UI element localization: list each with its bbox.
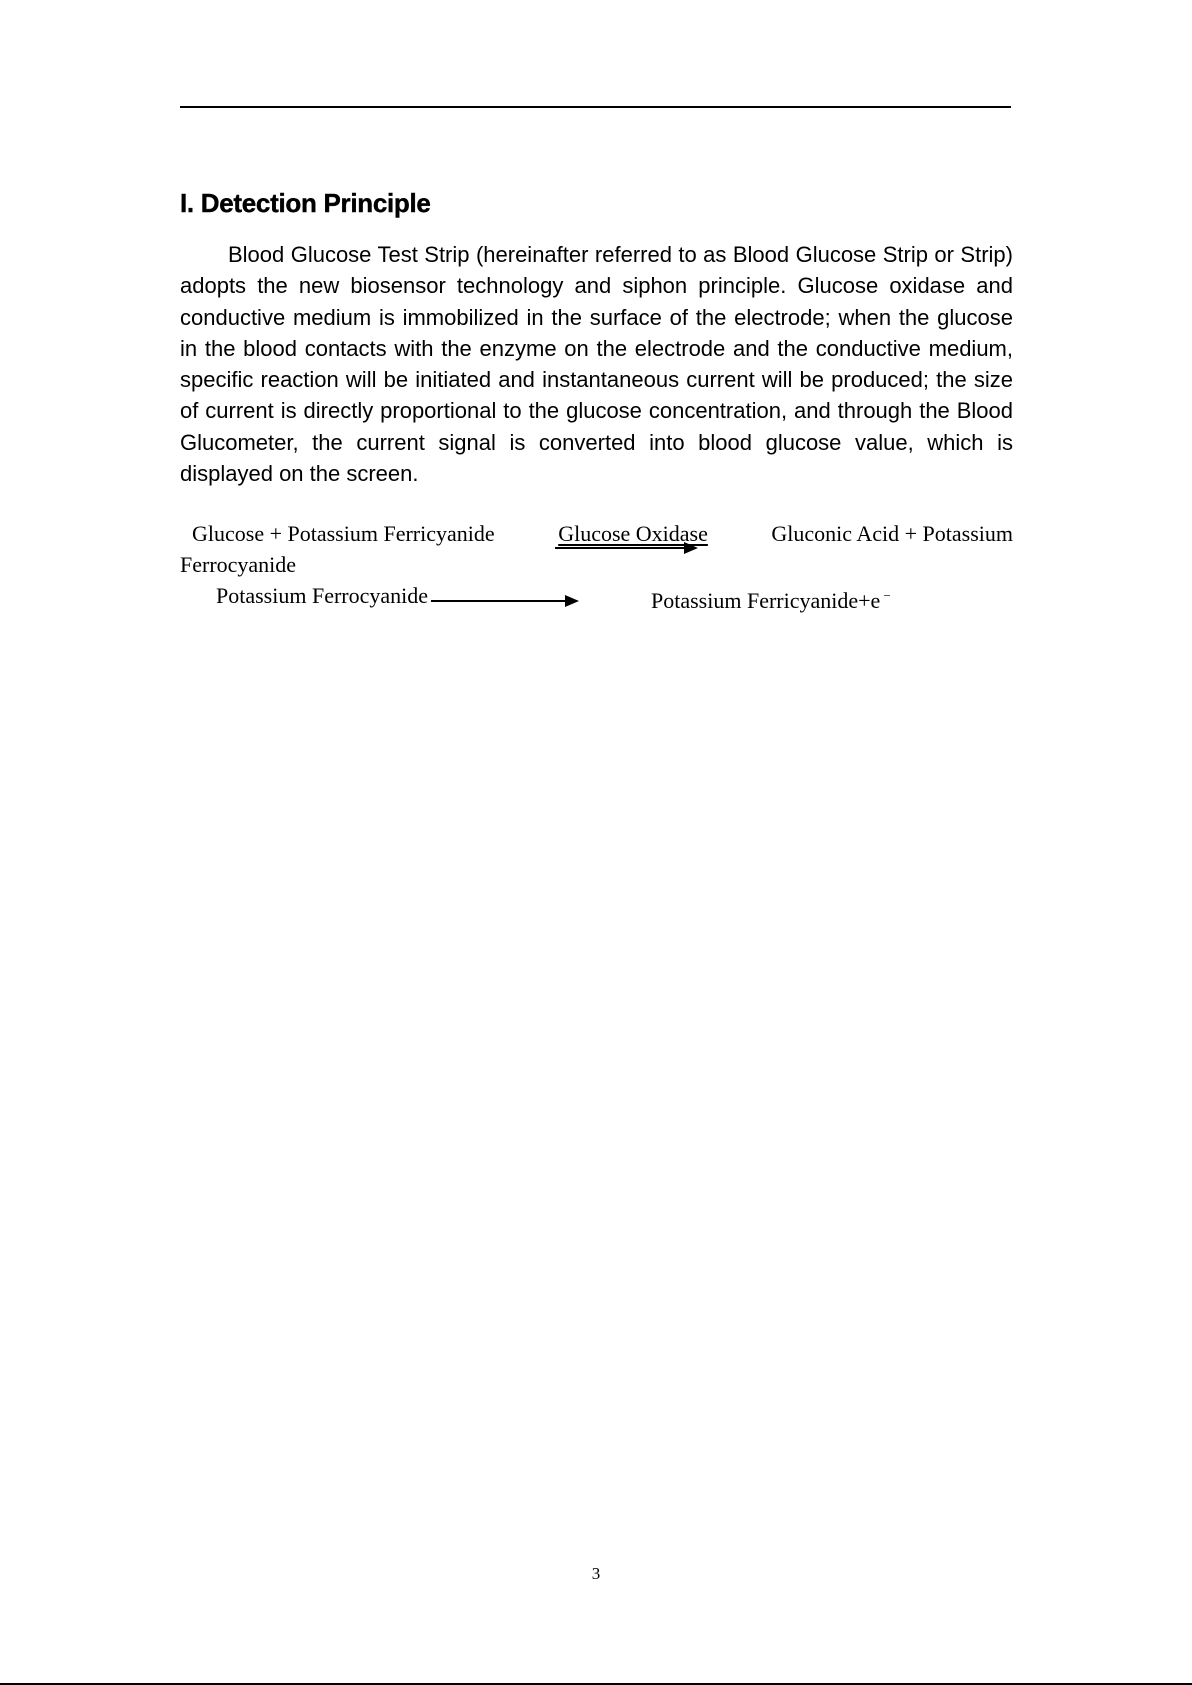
reaction-2-product: Potassium Ferricyanide+e xyxy=(651,588,881,613)
reaction-1-reactants: Glucose + Potassium Ferricyanide xyxy=(192,521,495,546)
reaction-1 xyxy=(180,520,1013,548)
header-rule xyxy=(180,106,1011,108)
section-heading: I. Detection Principle xyxy=(180,188,431,218)
reaction-1-catalyst: Glucose Oxidase xyxy=(558,521,708,546)
page-number: 3 xyxy=(591,1564,601,1583)
reaction-1-arrow-icon xyxy=(555,547,695,549)
detection-principle-paragraph: Blood Glucose Test Strip (hereinafter referred to as Blood Glucose Strip or Strip) adopts the new biosensor technology and siphon principle. Glucose oxidase and conductive medium is immobilized in the surface of the electrode; when the glucose in the blood contacts with the enzyme on the electrode and the conductive medium, specific reaction will be initiated and instantaneous current will be produced; the size of current is directly proportional to the glucose concentration, and through the Blood Glucometer, the current signal is converted into blood glucose value, which is displayed on the screen. xyxy=(180,242,1013,487)
reaction-1-products-continued: Ferrocyanide xyxy=(180,552,297,577)
reaction-2-reactant: Potassium Ferrocyanide xyxy=(216,583,429,608)
reaction-1-products: Gluconic Acid + Potassium xyxy=(771,521,1013,546)
reaction-2-arrow-icon xyxy=(431,600,576,602)
electron-charge: − xyxy=(883,588,891,603)
reaction-2-product-line xyxy=(651,582,891,615)
